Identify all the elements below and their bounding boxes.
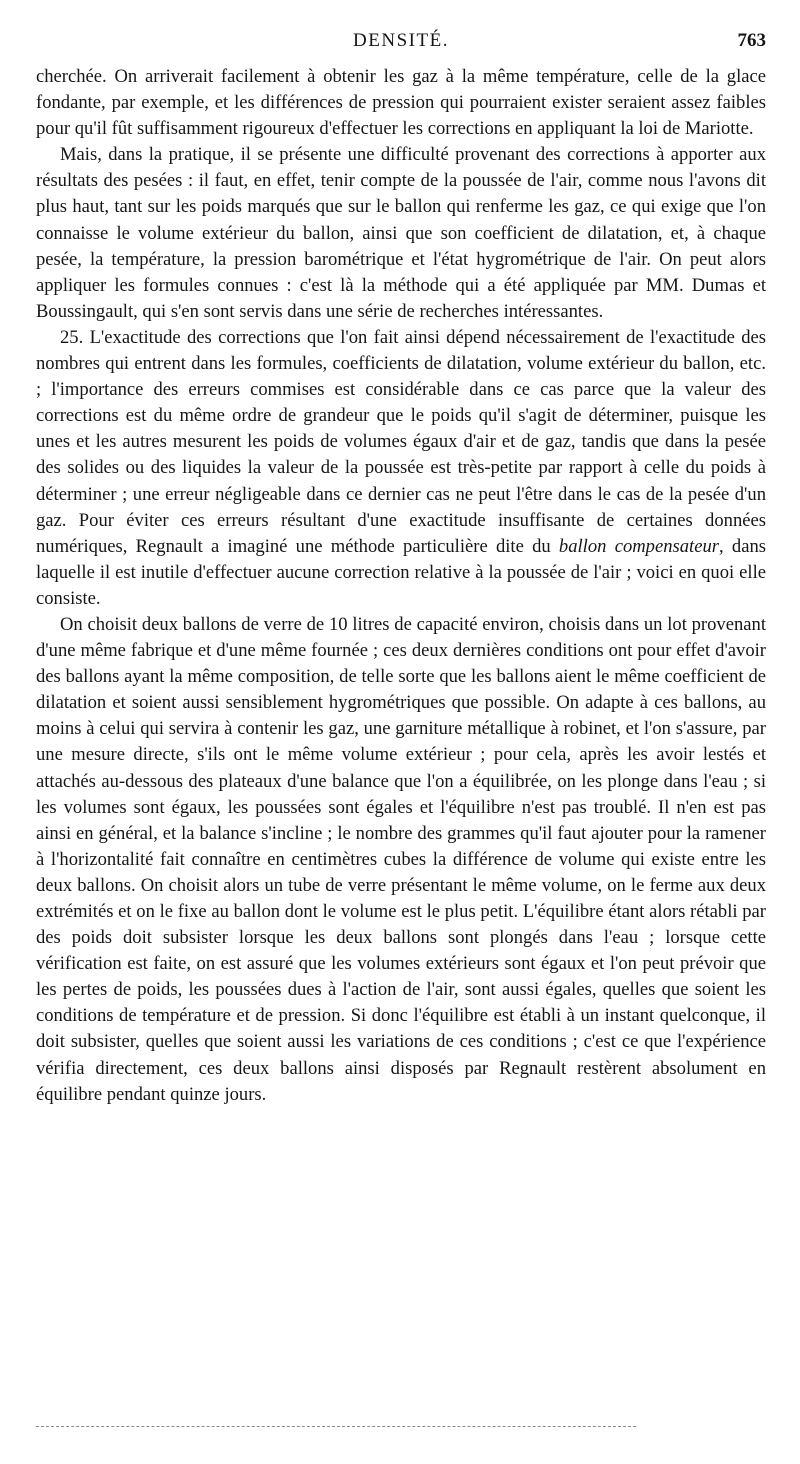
running-title: DENSITÉ.: [353, 30, 449, 51]
paragraph-2: Mais, dans la pratique, il se présente une difficulté provenant des corrections à apporter aux résultats des pesées : il faut, en effet, tenir compte de la poussée de l'air, comme nous l'avons dit plus haut, tant sur les poids marqués que sur le ballon qui renferme les gaz, ce qui exige que l'on connaisse le volume extérieur du ballon, ainsi que son coefficient de dilatation, et, à chaque pesée, la température, la pression barométrique et l'état hygrométrique de l'air. On peut alors appliquer les formules connues : c'est là la méthode qui a été appliquée par MM. Dumas et Boussingault, qui s'en sont servis dans une série de recherches intéressantes.: [36, 144, 766, 322]
footer-rule: [36, 1426, 636, 1427]
page-number: 763: [737, 30, 766, 51]
paragraph-3-text-start: 25. L'exactitude des corrections que l'on fait ainsi dépend nécessairement de l'exactitude des nombres qui entrent dans les formules, coefficients de dilatation, volume extérieur du ballon, etc. ; l'importance des erreurs commises est considérable dans ce cas parce que la valeur des corrections est du même ordre de grandeur que le poids qu'il s'agit de déterminer, puisque les unes et les autres mesurent les poids de volumes égaux d'air et de gaz, tandis que dans la pesée des solides ou des liquides la valeur de la poussée est très-petite par rapport à celle du poids à déterminer ; une erreur négligeable dans ce dernier cas ne peut l'être dans le cas de la pesée d'un gaz. Pour éviter ces erreurs résultant d'une exactitude insuffisante de certaines données numériques, Regnault a imaginé une méthode particulière dite du: [36, 326, 766, 557]
body-text: [36, 64, 766, 1108]
paragraph-1: cherchée. On arriverait facilement à obtenir les gaz à la même température, celle de la glace fondante, par exemple, et les différences de pression qui pourraient exister seraient assez faibles pour qu'il fût suffisamment rigoureux d'effectuer les corrections en appliquant la loi de Mariotte.: [36, 66, 766, 140]
paragraph-3-text-end: , dans laquelle il est inutile d'effectuer aucune correction relative à la poussée de l'air ; voici en quoi elle consiste.: [36, 535, 766, 609]
paragraph-4: On choisit deux ballons de verre de 10 litres de capacité environ, choisis dans un lot provenant d'une même fabrique et d'une même fournée ; ces deux dernières conditions ont pour effet d'avoir des ballons ayant la même composition, de telle sorte que les ballons aient le même coefficient de dilatation et soient aussi sensiblement hygrométriques que possible. On adapte à ces ballons, au moins à celui qui servira à contenir les gaz, une garniture métallique à robinet, et l'on s'assure, par une mesure directe, s'ils ont le même volume extérieur ; pour cela, après les avoir lestés et attachés au-dessous des plateaux d'une balance que l'on a équilibrée, on les plonge dans l'eau ; si les volumes sont égaux, les poussées sont égales et l'équilibre n'est pas troublé. Il n'en est pas ainsi en général, et la balance s'incline ; le nombre des grammes qu'il faut ajouter pour la ramener à l'horizontalité fait connaître en centimètres cubes la différence de volume qui existe entre les deux ballons. On choisit alors un tube de verre présentant le même volume, on le ferme aux deux extrémités et on le fixe au ballon dont le volume est le plus petit. L'équilibre étant alors rétabli par des poids doit subsister lorsque les deux ballons sont plongés dans l'eau ; lorsque cette vérification est faite, on est assuré que les volumes extérieurs sont égaux et l'on peut prévoir que les pertes de poids, les poussées dues à l'action de l'air, sont aussi égales, quelles que soient les conditions de température et de pression. Si donc l'équilibre est établi à un instant quelconque, il doit subsister, quelles que soient aussi les variations de ces conditions ; c'est ce que l'expérience vérifia directement, ces deux ballons ainsi disposés par Regnault restèrent absolument en équilibre pendant quinze jours.: [36, 613, 766, 1105]
paragraph-3: [36, 325, 766, 612]
ballon-compensateur-term: ballon compensateur: [558, 535, 719, 557]
page-header: [36, 22, 766, 52]
